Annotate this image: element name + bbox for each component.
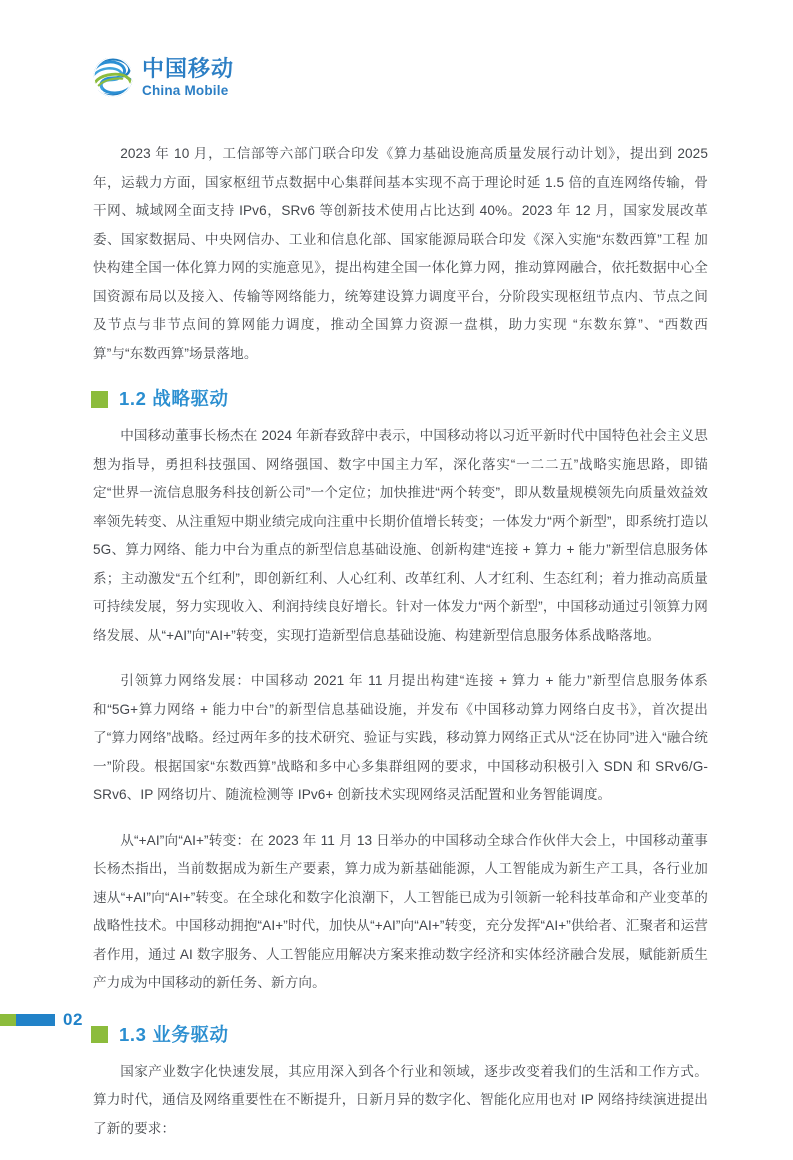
section-heading-1-3-label: 1.3 业务驱动 [119,1023,229,1045]
footer-green-bar [0,1014,16,1026]
brand-name-en: China Mobile [142,83,229,98]
section-heading-1-2 [91,388,708,410]
china-mobile-logo-icon [92,56,134,98]
section-heading-1-2-label: 1.2 战略驱动 [119,388,229,409]
page-number: 02 [63,1010,83,1029]
paragraph-1-2-b: 引领算力网络发展：中国移动 2021 年 11 月提出构建“连接 + 算力 + 能力”新型信息服务体系和“5G+算力网络 + 能力中台”的新型信息基础设施，并发布《中国移动算力网络白皮书》，首次提出了“算力网络”战略。经过两年多的技术研究、验证与实践，移动算力网络正式从“泛在协同”进入“融合统一”阶段。根据国家“东数西算”战略和多中心多集群组网的要求，中国移动积极引入 SDN 和 SRv6/G-SRv6、IP 网络切片、随流检测等 IPv6+ 创新技术实现网络灵活配置和业务智能调度。 [93,673,708,802]
brand-header [92,55,234,99]
green-square-bullet-icon [91,1026,108,1043]
paragraph-1-2-a: 中国移动董事长杨杰在 2024 年新春致辞中表示，中国移动将以习近平新时代中国特色社会主义思想为指导，勇担科技强国、网络强国、数字中国主力军，深化落实“一二二五”战略实施思路，即锚定“世界一流信息服务科技创新公司”一个定位；加快推进“两个转变”，即从数量规模领先向质量效益效率领先转变、从注重短中期业绩完成向注重中长期价值增长转变；一体发力“两个新型”，即系统打造以 5G、算力网络、能力中台为重点的新型信息基础设施、创新构建“连接 + 算力 + 能力”新型信息服务体系；主动激发“五个红利”，即创新红利、人心红利、改革红利、人才红利、生态红利；着力推动高质量可持续发展，努力实现收入、利润持续良好增长。针对一体发力“两个新型”，中国移动通过引领算力网络发展、从“+AI”向“AI+”转变，实现打造新型信息基础设施、构建新型信息服务体系战略落地。 [93,428,708,643]
paragraph-1-3-a: 国家产业数字化快速发展，其应用深入到各个行业和领域，逐步改变着我们的生活和工作方式。算力时代，通信及网络重要性在不断提升，日新月异的数字化、智能化应用也对 IP 网络持续演进提出了新的要求： [93,1063,708,1136]
page-footer [0,1011,83,1028]
footer-blue-bar [16,1014,55,1026]
paragraph-intro-policy: 2023 年 10 月，工信部等六部门联合印发《算力基础设施高质量发展行动计划》，提出到 2025 年，运载力方面，国家枢纽节点数据中心集群间基本实现不高于理论时延 1.5 倍的直连网络传输，骨干网、城域网全面支持 IPv6，SRv6 等创新技术使用占比达到 40%。2023 年 12 月，国家发展改革委、国家数据局、中央网信办、工业和信息化部、国家能源局联合印发《深入实施“东数西算”工程 加快构建全国一体化算力网的实施意见》，提出构建全国一体化算力网，推动算网融合，依托数据中心全国资源布局以及接入、传输等网络能力，统筹建设算力调度平台，分阶段实现枢纽节点内、节点之间及节点与非节点间的算网能力调度，推动全国算力资源一盘棋，助力实现 “东数东算”、“西数西算”与“东数西算”场景落地。 [93,146,708,361]
green-square-bullet-icon [91,391,108,408]
section-heading-1-3 [91,1024,708,1046]
page-content [93,140,708,1160]
brand-wordmark [142,55,234,99]
brand-name-cn: 中国移动 [142,56,235,81]
paragraph-1-2-c: 从“+AI”向“AI+”转变：在 2023 年 11 月 13 日举办的中国移动全球合作伙伴大会上，中国移动董事长杨杰指出，当前数据成为新生产要素，算力成为新基础能源，人工智能成为新生产工具，各行业加速从“+AI”向“AI+”转变。在全球化和数字化浪潮下，人工智能已成为引领新一轮科技革命和产业变革的战略性技术。中国移动拥抱“AI+”时代，加快从“+AI”向“AI+”转变，充分发挥“AI+”供给者、汇聚者和运营者作用，通过 AI 数字服务、人工智能应用解决方案来推动数字经济和实体经济融合发展，赋能新质生产力成为中国移动的新任务、新方向。 [93,832,708,990]
